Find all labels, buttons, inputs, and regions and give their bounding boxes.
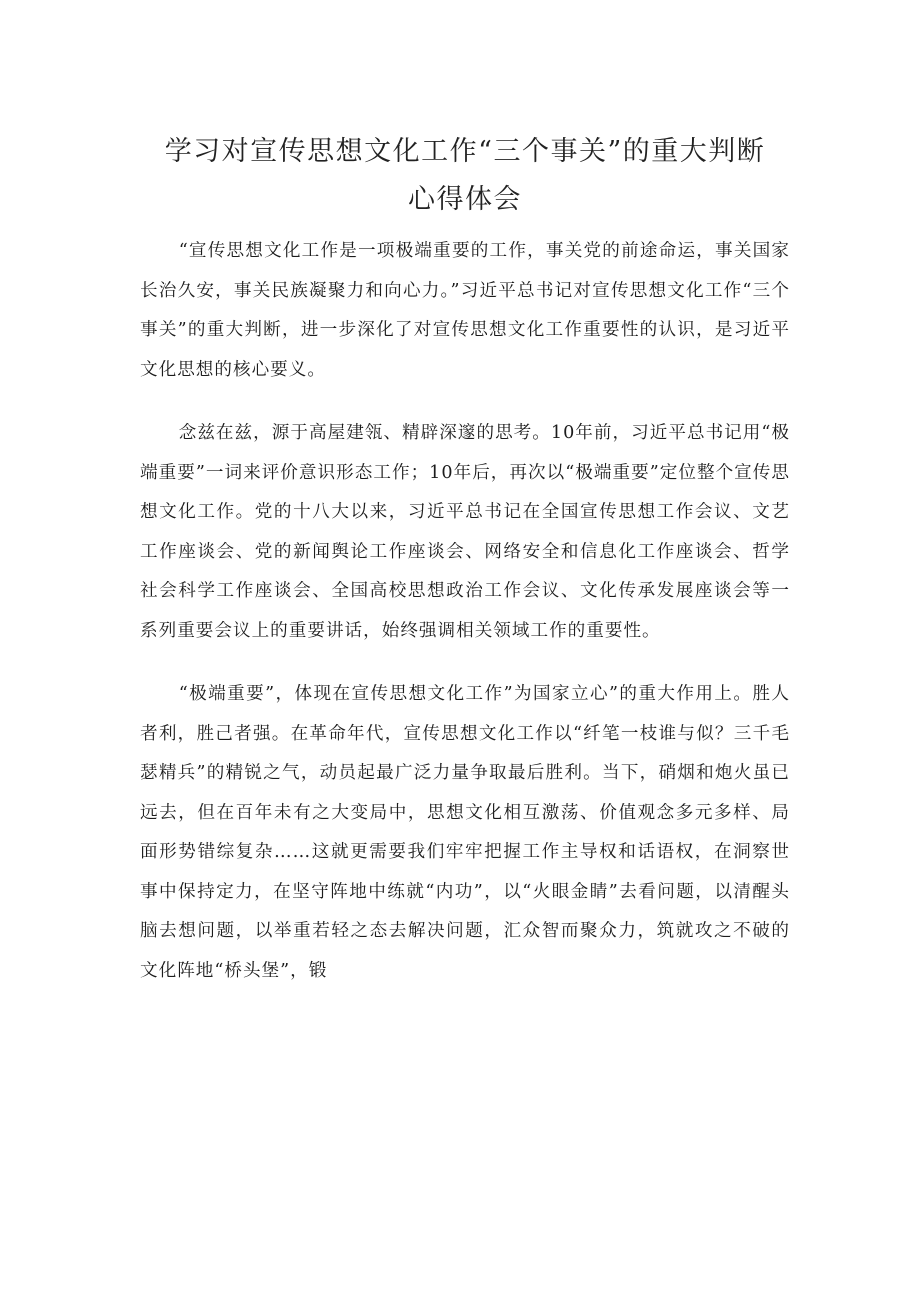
title-line-2: 心得体会 (408, 184, 522, 215)
document-body (140, 232, 790, 1015)
paragraph: 念兹在兹，源于高屋建瓴、精辟深邃的思考。10年前，习近平总书记用“极端重要”一词来评价意识形态工作；10年后，再次以“极端重要”定位整个宣传思想文化工作。党的十八大以来，习近平总书记在全国宣传思想工作会议、文艺工作座谈会、党的新闻舆论工作座谈会、网络安全和信息化工作座谈会、哲学社会科学工作座谈会、全国高校思想政治工作会议、文化传承发展座谈会等一系列重要会议上的重要讲话，始终强调相关领域工作的重要性。 (140, 423, 790, 641)
paragraph: “宣传思想文化工作是一项极端重要的工作，事关党的前途命运，事关国家长治久安，事关民族凝聚力和向心力。”习近平总书记对宣传思想文化工作“三个事关”的重大判断，进一步深化了对宣传思想文化工作重要性的认识，是习近平文化思想的核心要义。 (140, 241, 790, 380)
title-line-1: 学习对宣传思想文化工作“三个事关”的重大判断 (164, 136, 766, 167)
paragraph: “极端重要”，体现在宣传思想文化工作”为国家立心”的重大作用上。胜人者利，胜己者强。在革命年代，宣传思想文化工作以“纤笔一枝谁与似？三千毛瑟精兵”的精锐之气，动员起最广泛力量争取最后胜利。当下，硝烟和炮火虽已远去，但在百年未有之大变局中，思想文化相互激荡、价值观念多元多样、局面形势错综复杂……这就更需要我们牢牢把握工作主导权和话语权，在洞察世事中保持定力，在坚守阵地中练就“内功”，以“火眼金睛”去看问题，以清醒头脑去想问题，以举重若轻之态去解决问题，汇众智而聚众力，筑就攻之不破的文化阵地“桥头堡”，锻 (140, 684, 790, 981)
document-title (140, 128, 790, 224)
